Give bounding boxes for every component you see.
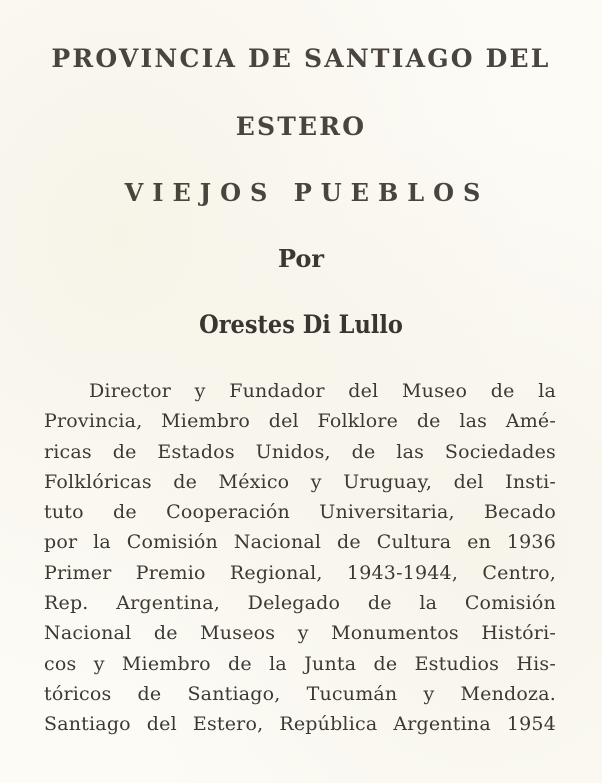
title-line-2: ESTERO <box>235 112 367 141</box>
bio-line: Folklóricas de México y Uruguay, del Insti- <box>44 470 556 493</box>
bio-line: Rep. Argentina, Delegado de la Comisión <box>44 592 556 615</box>
bio-line: Santiago del Estero, República Argentina 1954 <box>44 713 556 736</box>
bio-line: tóricos de Santiago, Tucumán y Mendoza. <box>44 682 556 705</box>
title-line-1: PROVINCIA DE SANTIAGO DEL <box>51 44 551 73</box>
bio-line: Director y Fundador del Museo de la <box>89 380 556 402</box>
bio-line: Nacional de Museos y Monumentos Históri- <box>44 622 556 645</box>
bio-line: Primer Premio Regional, 1943-1944, Centro, <box>44 561 556 584</box>
by-label: Por <box>277 244 325 273</box>
bio-line: tuto de Cooperación Universitaria, Becado <box>44 501 556 524</box>
bio-line: cos y Miembro de la Junta de Estudios His- <box>44 652 556 675</box>
author-bio <box>44 376 556 740</box>
title-line-3: VIEJOS PUEBLOS <box>124 178 490 207</box>
bio-line: Provincia, Miembro del Folklore de las Amé- <box>44 410 556 433</box>
author-name: Orestes Di Lullo <box>199 310 403 339</box>
bio-line: por la Comisión Nacional de Cultura en 1936 <box>44 531 556 554</box>
bio-line: ricas de Estados Unidos, de las Sociedades <box>44 440 556 463</box>
